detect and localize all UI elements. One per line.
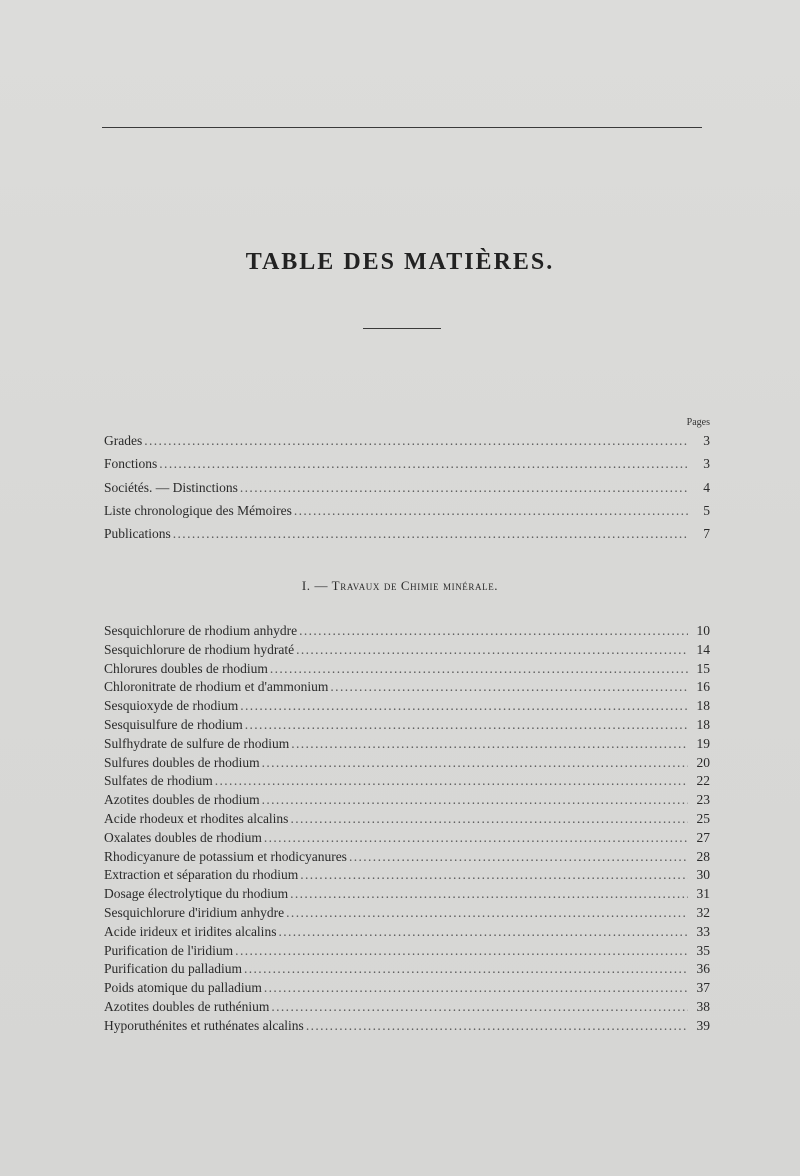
toc-entry xyxy=(104,866,710,885)
toc-entry xyxy=(104,979,710,998)
toc-entry-label: Publications xyxy=(104,526,171,542)
toc-entry xyxy=(104,885,710,904)
toc-entry-label: Sulfates de rhodium xyxy=(104,773,213,789)
toc-entry xyxy=(104,848,710,867)
dot-leader xyxy=(240,697,688,716)
toc-entry-label: Extraction et séparation du rhodium xyxy=(104,867,299,883)
dot-leader xyxy=(215,772,688,791)
toc-entry-page: 36 xyxy=(696,961,710,977)
dot-leader xyxy=(240,476,688,499)
dot-leader xyxy=(299,622,688,641)
dot-leader xyxy=(245,716,688,735)
toc-entry-page: 32 xyxy=(696,904,710,920)
toc-entry-label: Oxalates doubles de rhodium xyxy=(104,829,262,845)
toc-entry-label: Sesquichlorure d'iridium anhydre xyxy=(104,904,285,920)
toc-entry xyxy=(104,829,710,848)
toc-entry-page: 18 xyxy=(696,698,710,714)
dot-leader xyxy=(235,942,688,961)
toc-entry-page: 3 xyxy=(703,433,710,448)
toc-entry-label: Liste chronologique des Mémoires xyxy=(104,502,292,518)
toc-entry-page: 39 xyxy=(696,1017,710,1033)
toc-entry xyxy=(104,476,710,499)
toc-entry-label: Rhodicyanure de potassium et rhodicyanures xyxy=(104,848,347,864)
toc-entry-label: Azotites doubles de rhodium xyxy=(104,792,260,808)
toc-entry-page: 35 xyxy=(696,942,710,958)
toc-entry-label: Dosage électrolytique du rhodium xyxy=(104,886,289,902)
dot-leader xyxy=(330,678,688,697)
toc-entry xyxy=(104,697,710,716)
toc-entry-label: Fonctions xyxy=(104,456,158,472)
page-title: TABLE DES MATIÈRES. xyxy=(245,249,555,275)
dot-leader xyxy=(244,960,688,979)
toc-entry-page: 15 xyxy=(696,660,710,676)
toc-entry-page: 22 xyxy=(696,773,710,789)
section-entry-list xyxy=(104,622,710,1036)
toc-entry-label: Sesquisulfure de rhodium xyxy=(104,716,243,732)
dot-leader xyxy=(286,904,688,923)
toc-entry-page: 14 xyxy=(696,641,710,657)
toc-entry-page: 19 xyxy=(696,735,710,751)
toc-entry-page: 27 xyxy=(696,829,710,845)
toc-entry xyxy=(104,716,710,735)
toc-entry xyxy=(104,810,710,829)
dot-leader xyxy=(159,452,688,475)
dot-leader xyxy=(264,829,688,848)
title-rule xyxy=(363,328,441,329)
dot-leader xyxy=(270,660,688,679)
toc-entry-label: Sesquioxyde de rhodium xyxy=(104,698,239,714)
toc-entry xyxy=(104,772,710,791)
dot-leader xyxy=(300,866,688,885)
toc-entry xyxy=(104,1017,710,1036)
toc-entry-page: 20 xyxy=(696,754,710,770)
toc-entry-page: 18 xyxy=(696,716,710,732)
dot-leader xyxy=(264,979,688,998)
toc-entry-page: 16 xyxy=(696,679,710,695)
dot-leader xyxy=(144,429,688,452)
toc-entry xyxy=(104,735,710,754)
pages-column-label: Pages xyxy=(686,417,710,428)
toc-entry xyxy=(104,998,710,1017)
toc-entry xyxy=(104,641,710,660)
dot-leader xyxy=(290,885,688,904)
toc-entry xyxy=(104,923,710,942)
toc-entry-label: Chlorures doubles de rhodium xyxy=(104,660,268,676)
dot-leader xyxy=(271,998,688,1017)
dot-leader xyxy=(294,499,688,522)
toc-entry xyxy=(104,960,710,979)
toc-entry xyxy=(104,622,710,641)
toc-entry xyxy=(104,429,710,452)
toc-entry-page: 31 xyxy=(696,886,710,902)
toc-entry-page: 25 xyxy=(696,810,710,826)
toc-entry-label: Purification du palladium xyxy=(104,961,242,977)
dot-leader xyxy=(306,1017,688,1036)
dot-leader xyxy=(290,810,688,829)
toc-entry xyxy=(104,452,710,475)
toc-entry-page: 38 xyxy=(696,998,710,1014)
toc-entry xyxy=(104,660,710,679)
toc-entry-label: Sesquichlorure de rhodium hydraté xyxy=(104,641,295,657)
dot-leader xyxy=(291,735,688,754)
dot-leader xyxy=(173,522,688,545)
toc-entry-label: Acide rhodeux et rhodites alcalins xyxy=(104,810,289,826)
toc-entry-label: Sesquichlorure de rhodium anhydre xyxy=(104,623,298,638)
toc-entry-page: 30 xyxy=(696,867,710,883)
toc-entry xyxy=(104,678,710,697)
section-heading: I. — Travaux de Chimie minérale. xyxy=(301,578,499,593)
toc-entry-page: 4 xyxy=(703,479,710,495)
dot-leader xyxy=(349,848,688,867)
toc-entry-label: Sociétés. — Distinctions xyxy=(104,479,238,495)
top-rule xyxy=(102,127,702,128)
dot-leader xyxy=(262,754,688,773)
toc-entry-page: 5 xyxy=(703,502,710,518)
toc-entry xyxy=(104,499,710,522)
toc-entry-label: Hyporuthénites et ruthénates alcalins xyxy=(104,1017,304,1033)
toc-entry-page: 23 xyxy=(696,792,710,808)
dot-leader xyxy=(296,641,688,660)
dot-leader xyxy=(262,791,688,810)
toc-entry-page: 7 xyxy=(703,526,710,542)
toc-entry-page: 37 xyxy=(696,980,710,996)
toc-entry-page: 28 xyxy=(696,848,710,864)
toc-entry xyxy=(104,754,710,773)
toc-entry-label: Azotites doubles de ruthénium xyxy=(104,998,270,1014)
toc-entry-page: 3 xyxy=(703,456,710,472)
toc-entry xyxy=(104,942,710,961)
toc-entry-page: 33 xyxy=(696,923,710,939)
toc-entry-label: Chloronitrate de rhodium et d'ammonium xyxy=(104,679,329,695)
dot-leader xyxy=(278,923,688,942)
toc-entry xyxy=(104,904,710,923)
toc-entry xyxy=(104,522,710,545)
toc-entry-label: Sulfures doubles de rhodium xyxy=(104,754,260,770)
toc-entry-label: Grades xyxy=(104,433,143,448)
toc-entry xyxy=(104,791,710,810)
front-matter-list xyxy=(104,429,710,545)
toc-entry-label: Acide irideux et iridites alcalins xyxy=(104,923,277,939)
toc-entry-label: Purification de l'iridium xyxy=(104,942,234,958)
toc-entry-label: Sulfhydrate de sulfure de rhodium xyxy=(104,735,290,751)
toc-entry-label: Poids atomique du palladium xyxy=(104,980,262,996)
toc-entry-page: 10 xyxy=(696,623,710,638)
